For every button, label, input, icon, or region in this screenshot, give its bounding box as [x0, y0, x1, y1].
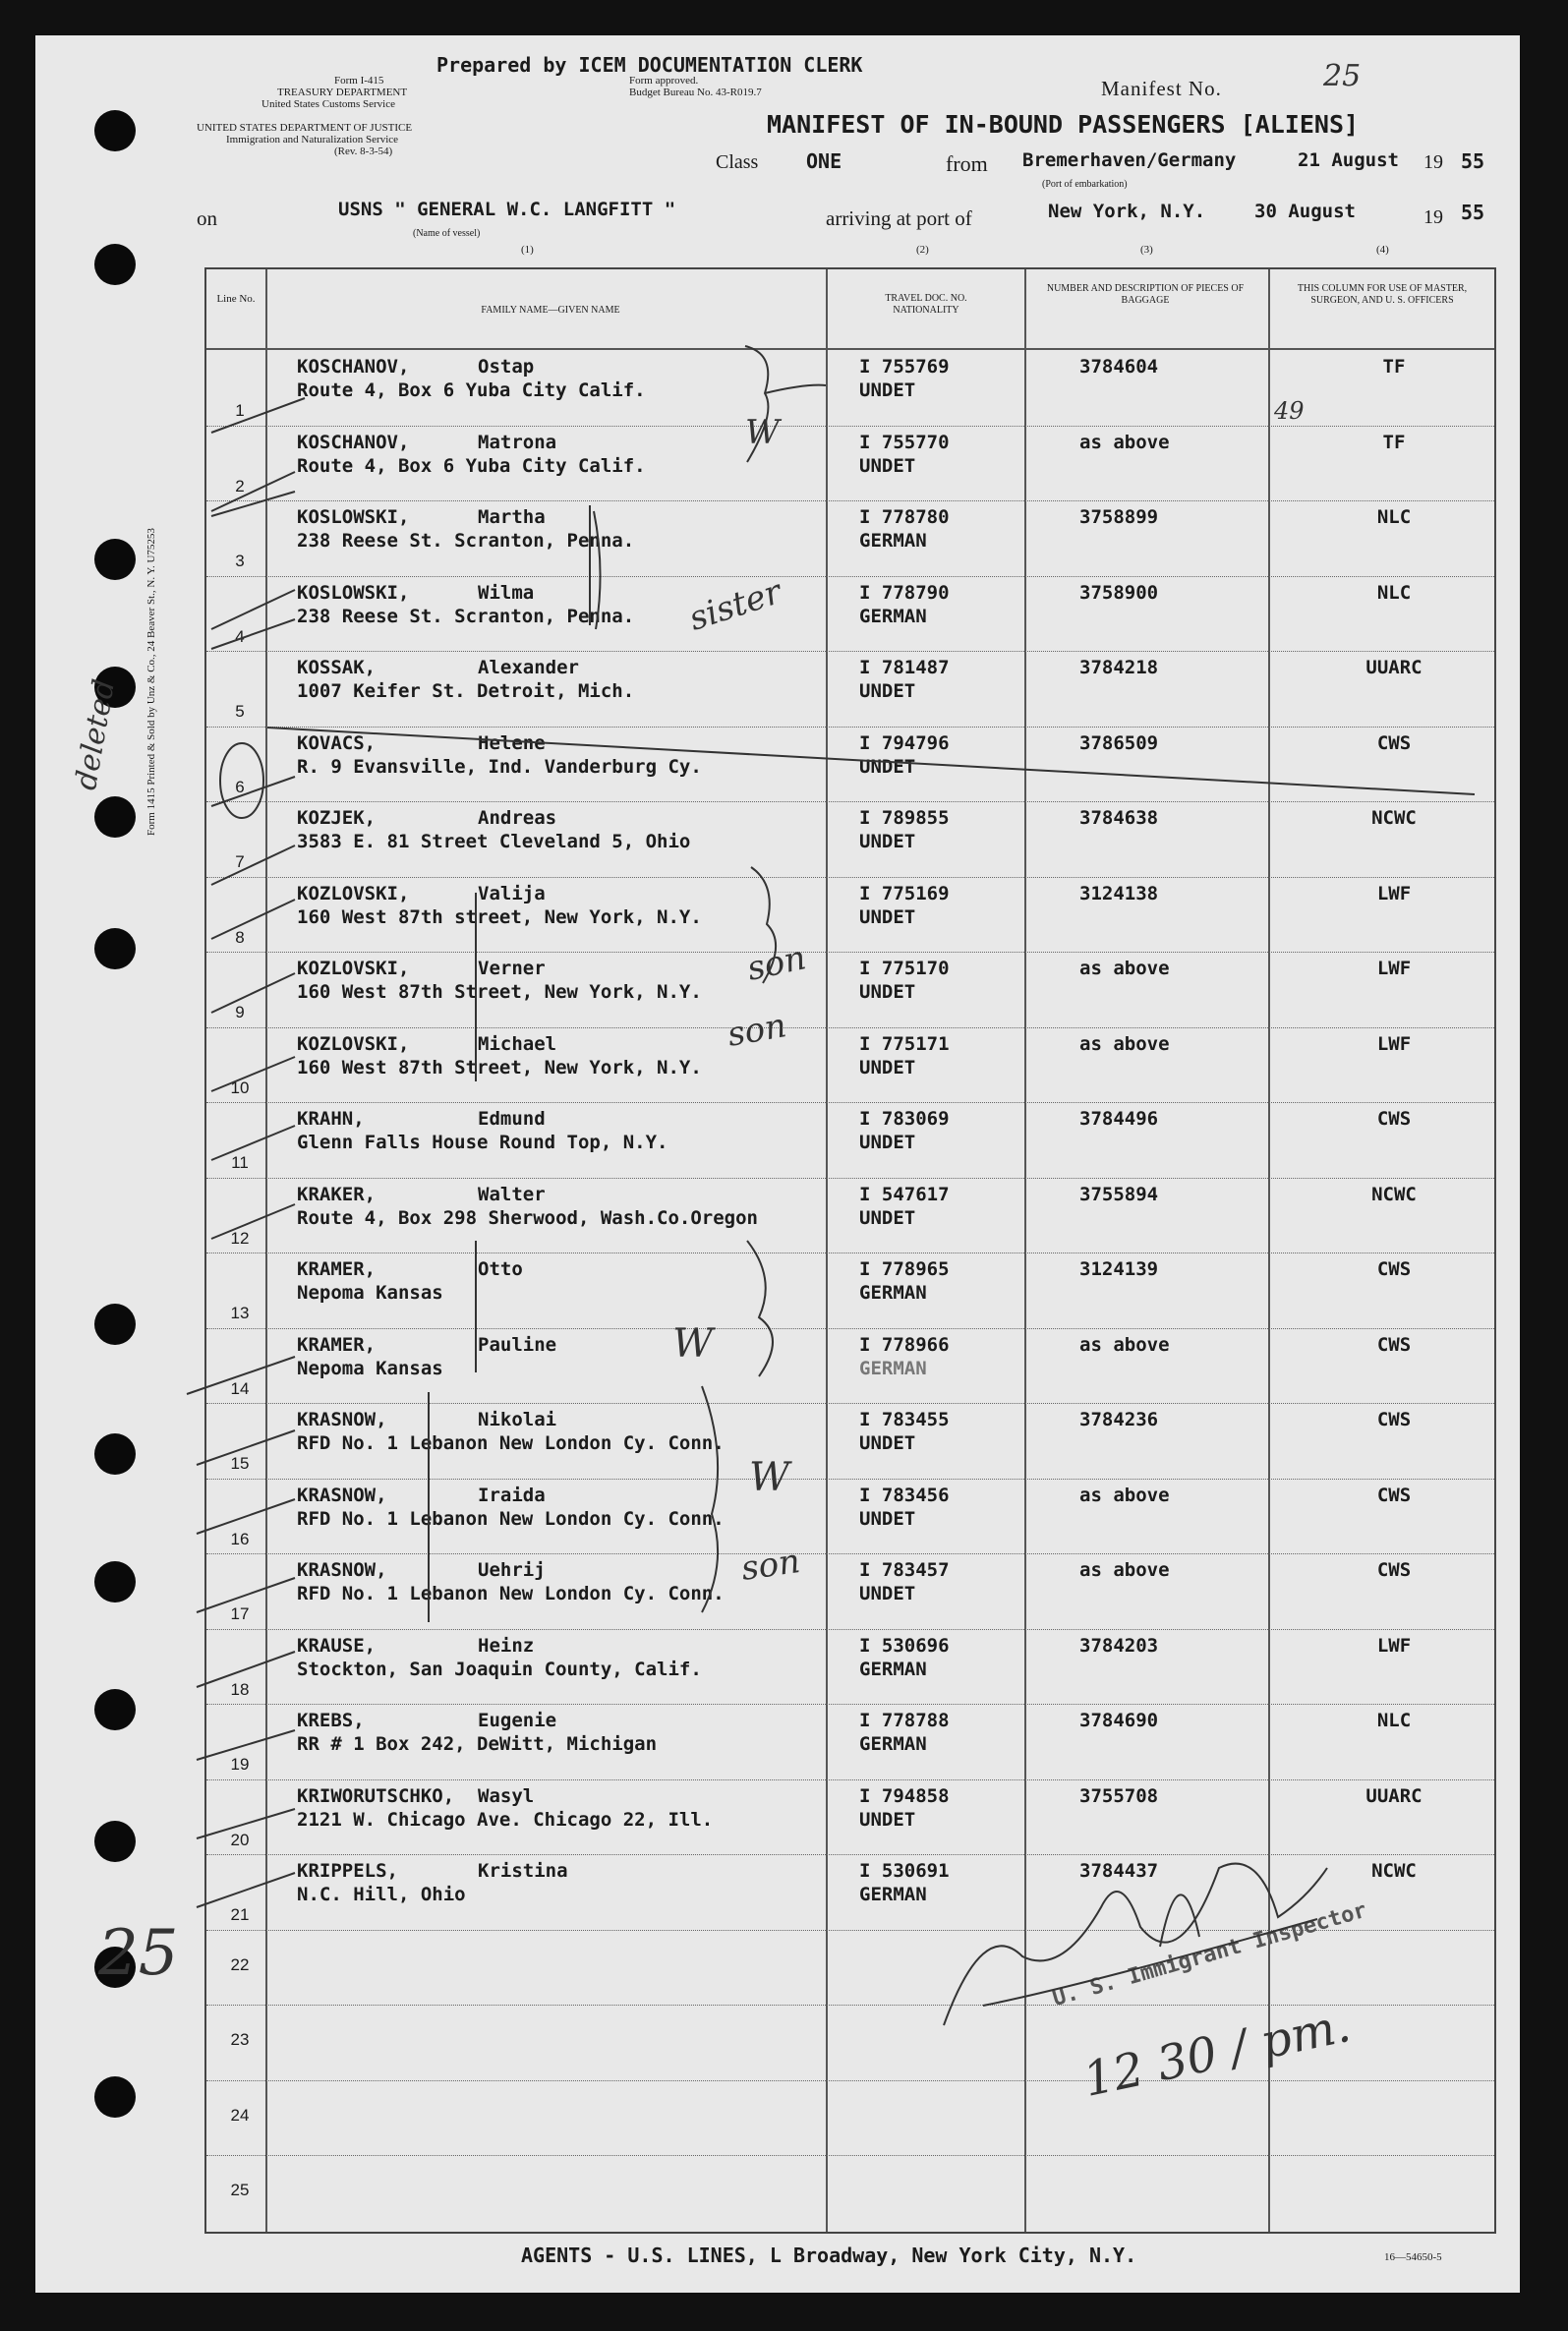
line-number: 19: [230, 1755, 250, 1774]
address: 238 Reese St. Scranton, Penna.: [297, 530, 635, 552]
travel-doc-no: I 775171: [859, 1032, 950, 1055]
nationality: GERMAN: [859, 1884, 927, 1905]
treasury-dept: TREASURY DEPARTMENT: [277, 87, 408, 98]
line-number: 25: [230, 2181, 250, 2199]
office-code: CWS: [1376, 1333, 1412, 1356]
nationality: UNDET: [859, 1808, 916, 1831]
office-code: LWF: [1376, 1032, 1412, 1055]
relation-note: W: [749, 1455, 790, 1500]
given-name: Helene: [478, 731, 546, 754]
baggage-no: 3784203: [1079, 1634, 1159, 1657]
family-name: KOSCHANOV,: [297, 356, 410, 378]
line-number: 2: [235, 476, 245, 495]
embarkation-date: 21 August: [1298, 149, 1399, 171]
printer-side-text: Form 1415 Printed & Sold by Unz & Co., 24 Beaver St., N. Y. U75253: [145, 528, 157, 836]
address: Route 4, Box 298 Sherwood, Wash.Co.Oregon: [297, 1206, 758, 1229]
deleted-note: deleted: [69, 676, 123, 793]
office-code: CWS: [1376, 731, 1412, 754]
class-value: ONE: [806, 149, 842, 173]
line-number: 1: [235, 401, 245, 420]
embarkation-year: 55: [1461, 149, 1485, 173]
nationality: UNDET: [859, 1132, 916, 1153]
baggage-no: 3124138: [1079, 882, 1159, 904]
line-number: 14: [230, 1378, 250, 1398]
office-code: NLC: [1376, 506, 1412, 528]
line-number: 20: [230, 1830, 250, 1849]
travel-doc-no: I 783457: [859, 1559, 950, 1581]
baggage-no: 3784236: [1079, 1409, 1159, 1430]
family-name: KOZLOVSKI,: [297, 1032, 410, 1055]
inspector-stamp: U. S. Immigrant Inspector: [1050, 1897, 1370, 2012]
relation-note: sister: [684, 572, 786, 639]
address: 2121 W. Chicago Ave. Chicago 22, Ill.: [297, 1808, 714, 1831]
address: Glenn Falls House Round Top, N.Y.: [297, 1132, 668, 1153]
family-name: KOSLOWSKI,: [297, 581, 410, 604]
arrival-port: New York, N.Y.: [1048, 201, 1206, 222]
nationality: UNDET: [859, 1206, 916, 1229]
nationality: UNDET: [859, 981, 916, 1003]
nationality: UNDET: [859, 905, 916, 928]
relation-note: son: [743, 938, 810, 989]
line-number: 8: [235, 927, 245, 947]
family-name: KRIPPELS,: [297, 1860, 398, 1882]
nationality: UNDET: [859, 379, 916, 401]
nationality: GERMAN: [859, 1357, 927, 1379]
on-label: on: [197, 206, 217, 230]
address: N.C. Hill, Ohio: [297, 1884, 466, 1905]
given-name: Kristina: [478, 1860, 568, 1882]
count-mark: 49: [1274, 397, 1305, 425]
family-name: KRAUSE,: [297, 1634, 377, 1657]
manifest-title: MANIFEST OF IN-BOUND PASSENGERS [ALIENS]: [767, 110, 1360, 139]
column-number: (4): [1376, 244, 1389, 256]
travel-doc-no: I 778965: [859, 1258, 950, 1280]
address: RFD No. 1 Lebanon New London Cy. Conn.: [297, 1432, 725, 1454]
line-number: 16: [230, 1529, 250, 1548]
baggage-no: as above: [1079, 431, 1170, 453]
office-code: TF: [1382, 431, 1406, 453]
family-name: KOSLOWSKI,: [297, 506, 410, 528]
given-name: Wilma: [478, 581, 535, 604]
col-header-name: FAMILY NAME—GIVEN NAME: [481, 305, 620, 316]
given-name: Uehrij: [478, 1559, 546, 1581]
line-number: 3: [235, 552, 245, 570]
travel-doc-no: I 794796: [859, 731, 950, 754]
given-name: Wasyl: [478, 1784, 535, 1807]
nationality: GERMAN: [859, 530, 927, 552]
address: 238 Reese St. Scranton, Penna.: [297, 605, 635, 627]
line-number: 5: [235, 702, 245, 721]
family-name: KOSSAK,: [297, 657, 377, 678]
given-name: Nikolai: [478, 1409, 557, 1430]
office-code: CWS: [1376, 1559, 1412, 1581]
total-mark: 25: [98, 1917, 179, 1990]
col-header-officers: THIS COLUMN FOR USE OF MASTER, SURGEON, AND U. S. OFFICERS: [1297, 283, 1468, 306]
vessel-note: (Name of vessel): [413, 228, 481, 239]
address: Stockton, San Joaquin County, Calif.: [297, 1658, 702, 1680]
travel-doc-no: I 794858: [859, 1784, 950, 1807]
given-name: Matrona: [478, 431, 557, 453]
arrival-date: 30 August: [1254, 201, 1356, 222]
office-code: LWF: [1376, 958, 1412, 979]
address: Nepoma Kansas: [297, 1357, 443, 1379]
baggage-no: 3124139: [1079, 1258, 1159, 1280]
budget-bureau: Budget Bureau No. 43-R019.7: [629, 87, 762, 98]
line-number: 7: [235, 852, 245, 871]
from-label: from: [946, 151, 988, 176]
office-code: LWF: [1376, 1634, 1412, 1657]
given-name: Iraida: [478, 1484, 546, 1506]
given-name: Heinz: [478, 1634, 535, 1657]
address: 160 West 87th Street, New York, N.Y.: [297, 981, 702, 1003]
nationality: GERMAN: [859, 1658, 927, 1680]
baggage-no: 3784496: [1079, 1108, 1159, 1130]
given-name: Valija: [478, 882, 546, 904]
given-name: Andreas: [478, 807, 557, 829]
address: RR # 1 Box 242, DeWitt, Michigan: [297, 1733, 658, 1755]
nationality: UNDET: [859, 680, 916, 702]
col-header-baggage: NUMBER AND DESCRIPTION OF PIECES OF BAGGAGE: [1046, 283, 1245, 306]
family-name: KOZJEK,: [297, 807, 377, 829]
nationality: UNDET: [859, 1507, 916, 1530]
line-number: 24: [230, 2105, 250, 2125]
address: R. 9 Evansville, Ind. Vanderburg Cy.: [297, 755, 702, 778]
justice-dept: UNITED STATES DEPARTMENT OF JUSTICE: [197, 122, 413, 134]
revision: (Rev. 8-3-54): [334, 146, 393, 157]
line-number: 22: [230, 1954, 250, 1974]
address: 3583 E. 81 Street Cleveland 5, Ohio: [297, 831, 691, 852]
given-name: Walter: [478, 1183, 546, 1205]
address: RFD No. 1 Lebanon New London Cy. Conn.: [297, 1507, 725, 1530]
baggage-no: as above: [1079, 958, 1170, 979]
col-header-line-no: Line No.: [216, 293, 256, 305]
baggage-no: 3784690: [1079, 1710, 1159, 1731]
baggage-no: 3758899: [1079, 506, 1159, 528]
office-code: TF: [1382, 356, 1406, 378]
year-prefix: 19: [1423, 151, 1443, 173]
office-code: CWS: [1376, 1484, 1412, 1506]
travel-doc-no: I 778780: [859, 506, 950, 528]
col-header-doc: TRAVEL DOC. NO. NATIONALITY: [885, 293, 967, 316]
address: Nepoma Kansas: [297, 1282, 443, 1304]
family-name: KOSCHANOV,: [297, 431, 410, 453]
manifest-label: Manifest No.: [1101, 77, 1222, 100]
manifest-number: 25: [1323, 59, 1362, 93]
travel-doc-no: I 547617: [859, 1183, 950, 1205]
family-name: KOZLOVSKI,: [297, 882, 410, 904]
family-name: KRASNOW,: [297, 1484, 387, 1506]
baggage-no: 3784638: [1079, 807, 1159, 829]
address: 160 West 87th street, New York, N.Y.: [297, 905, 702, 928]
nationality: GERMAN: [859, 1733, 927, 1755]
class-label: Class: [716, 151, 759, 173]
embarkation-note: (Port of embarkation): [1042, 179, 1128, 190]
relation-note: W: [672, 1321, 714, 1367]
office-code: LWF: [1376, 882, 1412, 904]
travel-doc-no: I 778788: [859, 1710, 950, 1731]
family-name: KOVACS,: [297, 731, 377, 754]
office-code: NCWC: [1371, 1183, 1417, 1205]
baggage-no: 3784218: [1079, 657, 1159, 678]
line-number: 12: [230, 1228, 250, 1248]
given-name: Eugenie: [478, 1710, 557, 1731]
customs-service: United States Customs Service: [261, 98, 395, 110]
relation-note: W: [745, 413, 780, 452]
column-number: (3): [1140, 244, 1153, 256]
line-number: 6: [235, 777, 245, 796]
line-number: 11: [231, 1153, 249, 1172]
given-name: Otto: [478, 1258, 523, 1280]
address: 160 West 87th Street, New York, N.Y.: [297, 1056, 702, 1078]
address: Route 4, Box 6 Yuba City Calif.: [297, 454, 646, 477]
travel-doc-no: I 789855: [859, 807, 950, 829]
nationality: GERMAN: [859, 1282, 927, 1304]
family-name: KREBS,: [297, 1710, 365, 1731]
given-name: Martha: [478, 506, 546, 528]
form-number: Form I-415: [334, 75, 384, 87]
baggage-no: as above: [1079, 1484, 1170, 1506]
baggage-no: 3784437: [1079, 1860, 1159, 1882]
travel-doc-no: I 783069: [859, 1108, 950, 1130]
column-number: (1): [521, 244, 534, 256]
baggage-no: as above: [1079, 1333, 1170, 1356]
travel-doc-no: I 778966: [859, 1333, 950, 1356]
line-number: 10: [230, 1078, 250, 1097]
address: RFD No. 1 Lebanon New London Cy. Conn.: [297, 1583, 725, 1604]
travel-doc-no: I 755770: [859, 431, 950, 453]
office-code: NCWC: [1371, 1860, 1417, 1882]
line-number: 23: [230, 2030, 250, 2049]
form-approved: Form approved.: [629, 75, 699, 87]
given-name: Alexander: [478, 657, 579, 678]
arrival-year: 55: [1461, 201, 1485, 224]
office-code: NLC: [1376, 1710, 1412, 1731]
ins-service: Immigration and Naturalization Service: [226, 134, 399, 146]
given-name: Michael: [478, 1032, 557, 1055]
embarkation-port: Bremerhaven/Germany: [1022, 149, 1237, 171]
line-number: 4: [235, 626, 245, 646]
line-number: 15: [230, 1454, 250, 1473]
line-number: 18: [230, 1679, 250, 1699]
family-name: KRAKER,: [297, 1183, 377, 1205]
given-name: Ostap: [478, 356, 535, 378]
relation-note: son: [724, 1006, 789, 1055]
travel-doc-no: I 755769: [859, 356, 950, 378]
relation-note: son: [738, 1542, 803, 1589]
baggage-no: as above: [1079, 1559, 1170, 1581]
nationality: UNDET: [859, 755, 916, 778]
family-name: KRASNOW,: [297, 1409, 387, 1430]
given-name: Verner: [478, 958, 546, 979]
baggage-no: 3758900: [1079, 581, 1159, 604]
nationality: UNDET: [859, 1432, 916, 1454]
family-name: KRAMER,: [297, 1258, 377, 1280]
prepared-by: Prepared by ICEM DOCUMENTATION CLERK: [436, 53, 863, 77]
nationality: UNDET: [859, 1056, 916, 1078]
family-name: KRIWORUTSCHKO,: [297, 1784, 455, 1807]
travel-doc-no: I 775169: [859, 882, 950, 904]
baggage-no: 3755708: [1079, 1784, 1159, 1807]
address: Route 4, Box 6 Yuba City Calif.: [297, 379, 646, 401]
column-number: (2): [916, 244, 929, 256]
family-name: KRASNOW,: [297, 1559, 387, 1581]
family-name: KRAHN,: [297, 1108, 365, 1130]
time-note: 12 30 / pm.: [1078, 1997, 1356, 2109]
baggage-no: 3786509: [1079, 731, 1159, 754]
office-code: UUARC: [1365, 657, 1423, 678]
office-code: CWS: [1376, 1258, 1412, 1280]
nationality: GERMAN: [859, 605, 927, 627]
line-number: 13: [230, 1304, 250, 1322]
nationality: UNDET: [859, 831, 916, 852]
line-number: 9: [235, 1003, 245, 1021]
office-code: NLC: [1376, 581, 1412, 604]
agents-footer: AGENTS - U.S. LINES, L Broadway, New York City, N.Y.: [521, 2244, 1137, 2267]
print-code: 16—54650-5: [1384, 2251, 1442, 2263]
travel-doc-no: I 775170: [859, 958, 950, 979]
line-number: 21: [230, 1905, 250, 1924]
travel-doc-no: I 778790: [859, 581, 950, 604]
nationality: UNDET: [859, 1583, 916, 1604]
baggage-no: 3784604: [1079, 356, 1159, 378]
office-code: CWS: [1376, 1409, 1412, 1430]
arriving-label: arriving at port of: [826, 206, 972, 230]
office-code: CWS: [1376, 1108, 1412, 1130]
given-name: Pauline: [478, 1333, 557, 1356]
baggage-no: 3755894: [1079, 1183, 1159, 1205]
given-name: Edmund: [478, 1108, 546, 1130]
family-name: KRAMER,: [297, 1333, 377, 1356]
address: 1007 Keifer St. Detroit, Mich.: [297, 680, 635, 702]
travel-doc-no: I 783455: [859, 1409, 950, 1430]
travel-doc-no: I 530691: [859, 1860, 950, 1882]
year-prefix: 19: [1423, 206, 1443, 228]
travel-doc-no: I 781487: [859, 657, 950, 678]
family-name: KOZLOVSKI,: [297, 958, 410, 979]
office-code: UUARC: [1365, 1784, 1423, 1807]
travel-doc-no: I 530696: [859, 1634, 950, 1657]
office-code: NCWC: [1371, 807, 1417, 829]
baggage-no: as above: [1079, 1032, 1170, 1055]
travel-doc-no: I 783456: [859, 1484, 950, 1506]
nationality: UNDET: [859, 454, 916, 477]
vessel-name: USNS " GENERAL W.C. LANGFITT ": [338, 199, 676, 220]
line-number: 17: [230, 1604, 250, 1623]
